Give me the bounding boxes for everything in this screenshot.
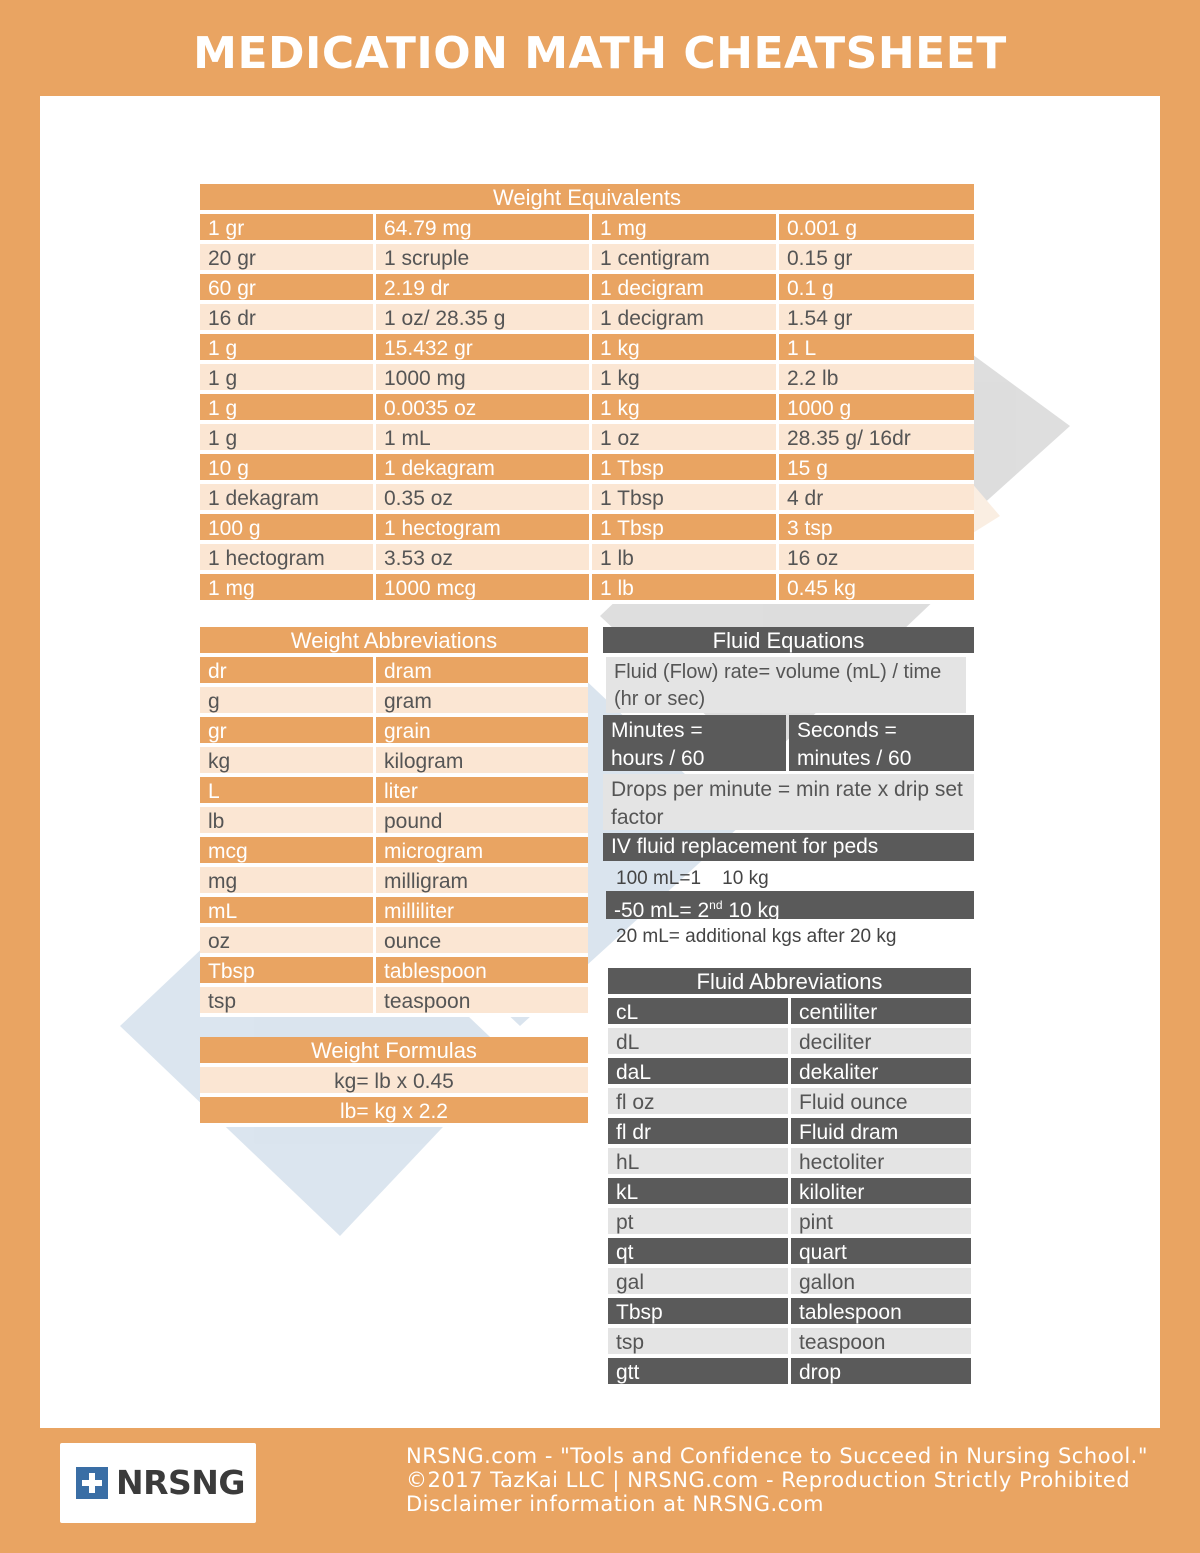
weight-equivalent-row [200, 244, 974, 274]
weight-equivalent-row-cell: 0.45 kg [779, 574, 974, 600]
weight-equivalent-row-cell: 1 kg [592, 334, 779, 360]
weight-abbreviation-row-cell: gr [200, 717, 376, 743]
weight-abbreviation-row-cell: oz [200, 927, 376, 953]
weight-equivalent-row-cell: 4 dr [779, 484, 974, 510]
fluid-abbreviations-table [608, 968, 971, 1388]
fluid-abbreviation-row-cell: hectoliter [791, 1148, 971, 1174]
weight-equivalent-row [200, 574, 974, 604]
fluid-abbreviation-row-cell: hL [608, 1148, 791, 1174]
weight-equivalent-row-cell: 1 g [200, 334, 376, 360]
weight-equivalent-row-cell: 1 Tbsp [592, 484, 779, 510]
weight-equivalent-row-cell: 1 oz/ 28.35 g [376, 304, 592, 330]
weight-abbreviation-row-cell: milliliter [376, 897, 588, 923]
weight-equivalent-row [200, 514, 974, 544]
fluid-equations-table [603, 627, 974, 657]
fluid-abbreviation-row-cell: dekaliter [791, 1058, 971, 1084]
iv-fluid-line-3: 20 mL= additional kgs after 20 kg [616, 926, 897, 947]
weight-abbreviation-row [200, 657, 588, 687]
weight-abbreviation-row-cell: gram [376, 687, 588, 713]
weight-equivalent-row [200, 274, 974, 304]
weight-abbreviation-row-cell: dram [376, 657, 588, 683]
fluid-abbreviation-row [608, 1178, 971, 1208]
fluid-abbreviation-row [608, 1268, 971, 1298]
weight-equivalent-row-cell: 1.54 gr [779, 304, 974, 330]
weight-abbreviation-row-cell: mcg [200, 837, 376, 863]
weight-abbreviation-row-cell: liter [376, 777, 588, 803]
weight-equivalent-row-cell: 0.15 gr [779, 244, 974, 270]
weight-equivalent-row-cell: 1000 g [779, 394, 974, 420]
weight-equivalent-row-cell: 100 g [200, 514, 376, 540]
fluid-abbreviation-row-cell: deciliter [791, 1028, 971, 1054]
fluid-abbreviation-row-cell: tsp [608, 1328, 791, 1354]
weight-equivalent-row-cell: 28.35 g/ 16dr [779, 424, 974, 450]
fluid-abbreviation-row-cell: Fluid ounce [791, 1088, 971, 1114]
weight-equivalents-header: Weight Equivalents [200, 184, 974, 214]
weight-equivalent-row-cell: 1 mg [592, 214, 779, 240]
page-title: MEDICATION MATH CHEATSHEET [193, 28, 1007, 79]
fluid-abbreviation-row-cell: tablespoon [791, 1298, 971, 1324]
fluid-abbreviation-row [608, 1088, 971, 1118]
weight-equivalent-row [200, 214, 974, 244]
weight-formula-row [200, 1097, 588, 1127]
weight-equivalent-row-cell: 1000 mcg [376, 574, 592, 600]
seconds-equation: Seconds = minutes / 60 [789, 715, 974, 771]
weight-formulas-table [200, 1037, 588, 1127]
weight-equivalent-row-cell: 2.19 dr [376, 274, 592, 300]
fluid-abbreviation-row [608, 1328, 971, 1358]
weight-equivalent-row-cell: 1 mg [200, 574, 376, 600]
weight-abbreviation-row-cell: mg [200, 867, 376, 893]
weight-equivalent-row-cell: 0.001 g [779, 214, 974, 240]
flow-rate-equation: Fluid (Flow) rate= volume (mL) / time (hr or sec) [606, 657, 966, 713]
fluid-abbreviation-row [608, 1238, 971, 1268]
fluid-abbreviation-row-cell: pint [791, 1208, 971, 1234]
fluid-abbreviation-row-cell: fl oz [608, 1088, 791, 1114]
fluid-abbreviation-row-cell: kiloliter [791, 1178, 971, 1204]
fluid-abbreviation-row-cell: pt [608, 1208, 791, 1234]
fluid-abbreviation-row-cell: teaspoon [791, 1328, 971, 1354]
weight-equivalent-row-cell: 1 Tbsp [592, 454, 779, 480]
footer-text [406, 1444, 1148, 1516]
weight-abbreviation-row-cell: grain [376, 717, 588, 743]
fluid-abbreviation-row [608, 998, 971, 1028]
weight-equivalent-row-cell: 1 g [200, 394, 376, 420]
fluid-abbreviation-row [608, 1058, 971, 1088]
weight-equivalent-row-cell: 1 g [200, 424, 376, 450]
weight-equivalent-row-cell: 1 gr [200, 214, 376, 240]
fluid-abbreviation-row-cell: Tbsp [608, 1298, 791, 1324]
weight-equivalent-row-cell: 15.432 gr [376, 334, 592, 360]
weight-equivalent-row-cell: 1 mL [376, 424, 592, 450]
iv-fluid-line-2 [606, 891, 974, 922]
weight-equivalent-row [200, 364, 974, 394]
weight-equivalent-row [200, 394, 974, 424]
iv-fluid-header: IV fluid replacement for peds [603, 833, 974, 861]
weight-equivalent-row-cell: 1 dekagram [376, 454, 592, 480]
weight-abbreviation-row [200, 987, 588, 1017]
fluid-abbreviation-row-cell: Fluid dram [791, 1118, 971, 1144]
weight-abbreviation-row-cell: milligram [376, 867, 588, 893]
weight-equivalent-row-cell: 16 dr [200, 304, 376, 330]
weight-equivalent-row [200, 334, 974, 364]
weight-equivalent-row-cell: 0.0035 oz [376, 394, 592, 420]
weight-equivalent-row-cell: 1 lb [592, 544, 779, 570]
weight-formula-kg: kg= lb x 0.45 [200, 1067, 588, 1093]
fluid-abbreviation-row-cell: quart [791, 1238, 971, 1264]
weight-equivalent-row-cell: 1 lb [592, 574, 779, 600]
weight-equivalent-row-cell: 10 g [200, 454, 376, 480]
iv-fluid-line-1: 100 mL=1 10 kg [616, 868, 769, 889]
weight-equivalent-row-cell: 1 hectogram [200, 544, 376, 570]
weight-abbreviation-row-cell: microgram [376, 837, 588, 863]
weight-abbreviation-row-cell: Tbsp [200, 957, 376, 983]
weight-equivalent-row-cell: 1 hectogram [376, 514, 592, 540]
weight-formulas-header: Weight Formulas [200, 1037, 588, 1067]
fluid-abbreviation-row [608, 1208, 971, 1238]
weight-abbreviation-row-cell: g [200, 687, 376, 713]
weight-abbreviation-row [200, 927, 588, 957]
weight-equivalent-row-cell: 1 kg [592, 364, 779, 390]
medical-cross-icon [76, 1467, 108, 1499]
weight-abbreviation-row-cell: tablespoon [376, 957, 588, 983]
weight-equivalent-row-cell: 1 kg [592, 394, 779, 420]
fluid-abbreviation-row-cell: kL [608, 1178, 791, 1204]
weight-equivalent-row-cell: 2.2 lb [779, 364, 974, 390]
weight-abbreviation-row [200, 837, 588, 867]
fluid-abbreviation-row-cell: cL [608, 998, 791, 1024]
weight-abbreviation-row-cell: L [200, 777, 376, 803]
weight-abbreviation-row-cell: teaspoon [376, 987, 588, 1013]
weight-equivalent-row-cell: 0.35 oz [376, 484, 592, 510]
weight-equivalent-row-cell: 20 gr [200, 244, 376, 270]
weight-abbreviation-row [200, 717, 588, 747]
weight-equivalent-row-cell: 1000 mg [376, 364, 592, 390]
footer-line: NRSNG.com - "Tools and Confidence to Succeed in Nursing School." [406, 1444, 1149, 1468]
weight-equivalent-row-cell: 1 g [200, 364, 376, 390]
weight-equivalent-row-cell: 1 decigram [592, 274, 779, 300]
fluid-abbreviation-row-cell: daL [608, 1058, 791, 1084]
weight-equivalent-row [200, 424, 974, 454]
weight-equivalent-row-cell: 64.79 mg [376, 214, 592, 240]
fluid-abbreviation-row-cell: gtt [608, 1358, 791, 1384]
fluid-abbreviation-row [608, 1298, 971, 1328]
weight-equivalent-row-cell: 1 L [779, 334, 974, 360]
fluid-abbreviation-row-cell: fl dr [608, 1118, 791, 1144]
fluid-abbreviation-row-cell: gallon [791, 1268, 971, 1294]
weight-abbreviation-row-cell: dr [200, 657, 376, 683]
weight-equivalent-row-cell: 3.53 oz [376, 544, 592, 570]
weight-abbreviation-row-cell: tsp [200, 987, 376, 1013]
fluid-abbreviation-row-cell: drop [791, 1358, 971, 1384]
weight-equivalent-row-cell: 16 oz [779, 544, 974, 570]
weight-abbreviation-row-cell: kilogram [376, 747, 588, 773]
weight-equivalents-table [200, 184, 974, 604]
fluid-abbreviation-row [608, 1148, 971, 1178]
nrsng-logo[interactable] [60, 1443, 256, 1523]
fluid-abbreviation-row-cell: gal [608, 1268, 791, 1294]
weight-equivalent-row-cell: 1 scruple [376, 244, 592, 270]
weight-abbreviation-row-cell: ounce [376, 927, 588, 953]
weight-equivalent-row-cell: 3 tsp [779, 514, 974, 540]
weight-abbreviations-table [200, 627, 588, 1017]
cheatsheet-panel [40, 96, 1160, 1428]
weight-abbreviation-row [200, 687, 588, 717]
weight-abbreviation-row [200, 777, 588, 807]
weight-abbreviation-row-cell: mL [200, 897, 376, 923]
weight-equivalent-row-cell: 1 decigram [592, 304, 779, 330]
weight-formula-row [200, 1067, 588, 1097]
iv-fluid-line-2-superscript: nd [709, 898, 723, 912]
footer-line: ©2017 TazKai LLC | NRSNG.com - Reproduction Strictly Prohibited [406, 1468, 1131, 1492]
weight-equivalent-row-cell: 60 gr [200, 274, 376, 300]
fluid-equations-header: Fluid Equations [603, 627, 974, 657]
drops-per-minute-equation: Drops per minute = min rate x drip set factor [603, 774, 974, 830]
weight-abbreviation-row [200, 747, 588, 777]
weight-abbreviation-row [200, 897, 588, 927]
weight-abbreviation-row [200, 957, 588, 987]
fluid-abbreviation-row [608, 1358, 971, 1388]
fluid-abbreviation-row [608, 1118, 971, 1148]
weight-equivalent-row-cell: 1 dekagram [200, 484, 376, 510]
weight-equivalent-row [200, 484, 974, 514]
fluid-abbreviations-header: Fluid Abbreviations [608, 968, 971, 998]
weight-equivalent-row-cell: 1 Tbsp [592, 514, 779, 540]
weight-abbreviations-header: Weight Abbreviations [200, 627, 588, 657]
iv-fluid-line-2-weight: 10 kg [722, 899, 780, 922]
weight-abbreviation-row-cell: kg [200, 747, 376, 773]
weight-equivalent-row-cell: 1 centigram [592, 244, 779, 270]
weight-formula-lb: lb= kg x 2.2 [200, 1097, 588, 1123]
weight-equivalent-row [200, 544, 974, 574]
iv-fluid-line-2-amount: -50 mL= 2 [614, 899, 710, 922]
weight-equivalent-row [200, 454, 974, 484]
minutes-equation: Minutes = hours / 60 [603, 715, 786, 771]
weight-equivalent-row-cell: 1 oz [592, 424, 779, 450]
weight-abbreviation-row-cell: pound [376, 807, 588, 833]
weight-equivalent-row-cell: 15 g [779, 454, 974, 480]
weight-abbreviation-row-cell: lb [200, 807, 376, 833]
fluid-abbreviation-row-cell: qt [608, 1238, 791, 1264]
fluid-abbreviation-row-cell: dL [608, 1028, 791, 1054]
weight-equivalent-row [200, 304, 974, 334]
weight-abbreviation-row [200, 807, 588, 837]
fluid-abbreviation-row [608, 1028, 971, 1058]
weight-abbreviation-row [200, 867, 588, 897]
fluid-abbreviation-row-cell: centiliter [791, 998, 971, 1024]
footer-line: Disclaimer information at NRSNG.com [406, 1492, 825, 1516]
weight-equivalent-row-cell: 0.1 g [779, 274, 974, 300]
logo-text: NRSNG [116, 1463, 246, 1502]
